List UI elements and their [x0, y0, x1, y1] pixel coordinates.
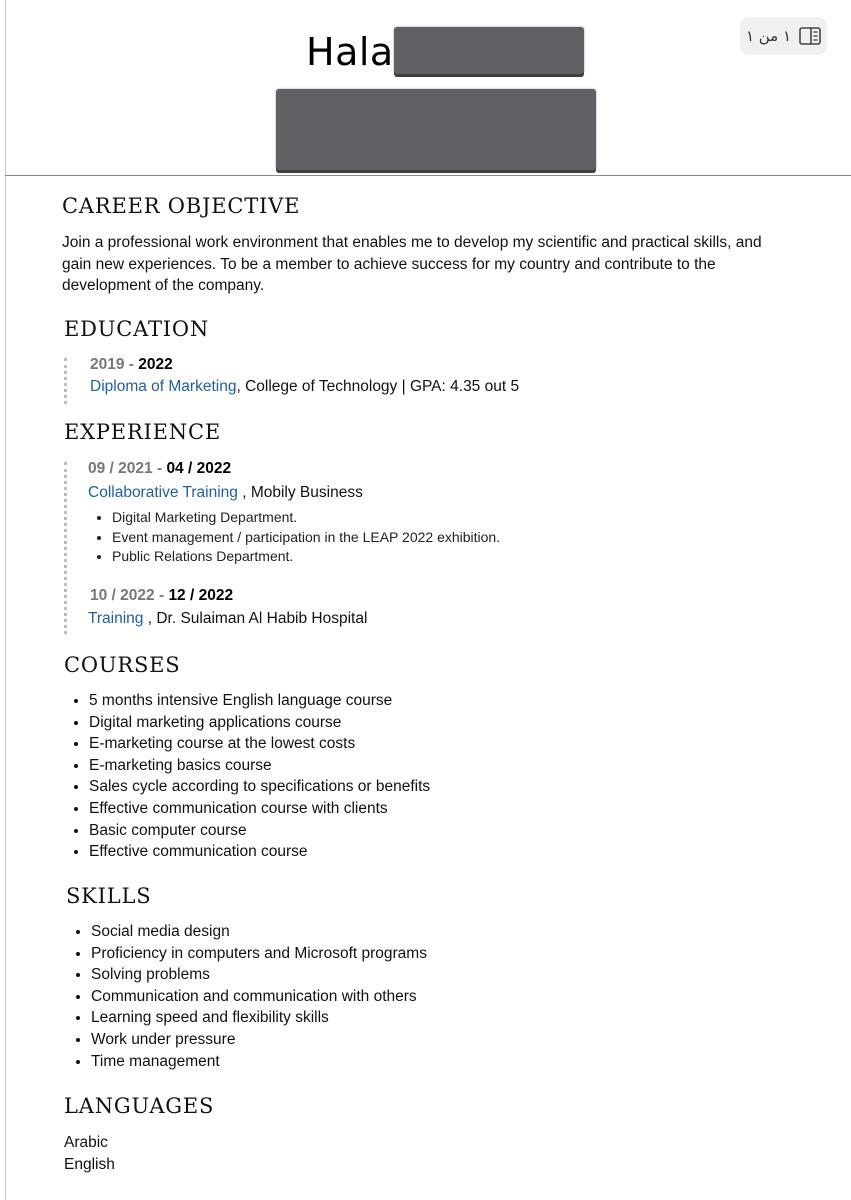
- header-divider: [5, 175, 851, 176]
- page-indicator-label: ١ من ١: [745, 27, 792, 45]
- list-item: • Basic computer course: [89, 820, 430, 842]
- list-item: • Sales cycle according to specifications or benefits: [89, 776, 430, 798]
- list-item: • Work under pressure: [91, 1029, 427, 1051]
- experience-2-date-to: 12 / 2022: [168, 587, 234, 604]
- list-item: • E-marketing course at the lowest costs: [89, 733, 430, 755]
- courses-list: [64, 690, 430, 863]
- list-item: • E-marketing basics course: [89, 755, 430, 777]
- education-degree: Diploma of Marketing: [90, 378, 237, 395]
- list-item: • Proficiency in computers and Microsoft programs: [91, 943, 427, 965]
- experience-1-dates: 09 / 2021 - 04 / 2022: [88, 460, 232, 477]
- education-details: , College of Technology | GPA: 4.35 out 5: [236, 378, 520, 395]
- experience-1-bullets: [90, 508, 500, 567]
- courses-heading: COURSES: [64, 653, 181, 677]
- skills-heading: SKILLS: [66, 884, 152, 908]
- list-item: • Public Relations Department.: [112, 547, 500, 567]
- objective-text: Join a professional work environment that enables me to develop my scientific and practical skills, and gain new experiences. To be a member to achieve success for my country and contribute to the development of the company.: [62, 234, 762, 294]
- list-item: • Digital Marketing Department.: [112, 508, 500, 528]
- experience-1-org: , Mobily Business: [237, 484, 363, 501]
- education-date-from: 2019: [90, 356, 125, 373]
- language-item: Arabic: [64, 1134, 108, 1151]
- redacted-last-name: [394, 27, 584, 74]
- experience-1-date-from: 09 / 2021: [88, 460, 153, 477]
- experience-2-date-from: 10 / 2022: [90, 587, 155, 604]
- education-heading: EDUCATION: [64, 317, 210, 341]
- list-item: • 5 months intensive English language course: [89, 690, 430, 712]
- list-item: • Digital marketing applications course: [89, 712, 430, 734]
- experience-1-title: [88, 484, 363, 502]
- page-indicator-button[interactable]: [740, 17, 827, 55]
- experience-1-role: Collaborative Training: [88, 484, 238, 501]
- list-item: • Solving problems: [91, 964, 427, 986]
- experience-heading: EXPERIENCE: [64, 420, 221, 444]
- redacted-contact-block: [276, 89, 596, 170]
- language-item: English: [64, 1156, 115, 1173]
- candidate-first-name: Hala: [306, 30, 394, 74]
- education-entry: [90, 378, 519, 396]
- experience-2-role: Training: [88, 610, 144, 627]
- languages-heading: LANGUAGES: [64, 1094, 215, 1118]
- list-item: • Learning speed and flexibility skills: [91, 1007, 427, 1029]
- education-dates: 2019 - 2022: [90, 356, 173, 373]
- list-item: • Event management / participation in the LEAP 2022 exhibition.: [112, 528, 500, 548]
- experience-1-date-to: 04 / 2022: [166, 460, 232, 477]
- education-timeline: [64, 358, 67, 404]
- list-item: • Effective communication course: [89, 841, 430, 863]
- skills-list: [66, 921, 427, 1072]
- education-date-to: 2022: [138, 356, 173, 373]
- sidebar-panel-icon: [799, 27, 821, 45]
- resume-header: [0, 0, 851, 176]
- objective-heading: CAREER OBJECTIVE: [62, 194, 301, 218]
- experience-timeline: [64, 462, 67, 634]
- list-item: • Social media design: [91, 921, 427, 943]
- experience-2-dates: 10 / 2022 - 12 / 2022: [90, 587, 234, 604]
- experience-2-title: [88, 610, 367, 628]
- page-edge: [5, 0, 6, 1200]
- experience-2-org: , Dr. Sulaiman Al Habib Hospital: [143, 610, 368, 627]
- list-item: • Communication and communication with others: [91, 986, 427, 1008]
- list-item: • Time management: [91, 1051, 427, 1073]
- list-item: • Effective communication course with clients: [89, 798, 430, 820]
